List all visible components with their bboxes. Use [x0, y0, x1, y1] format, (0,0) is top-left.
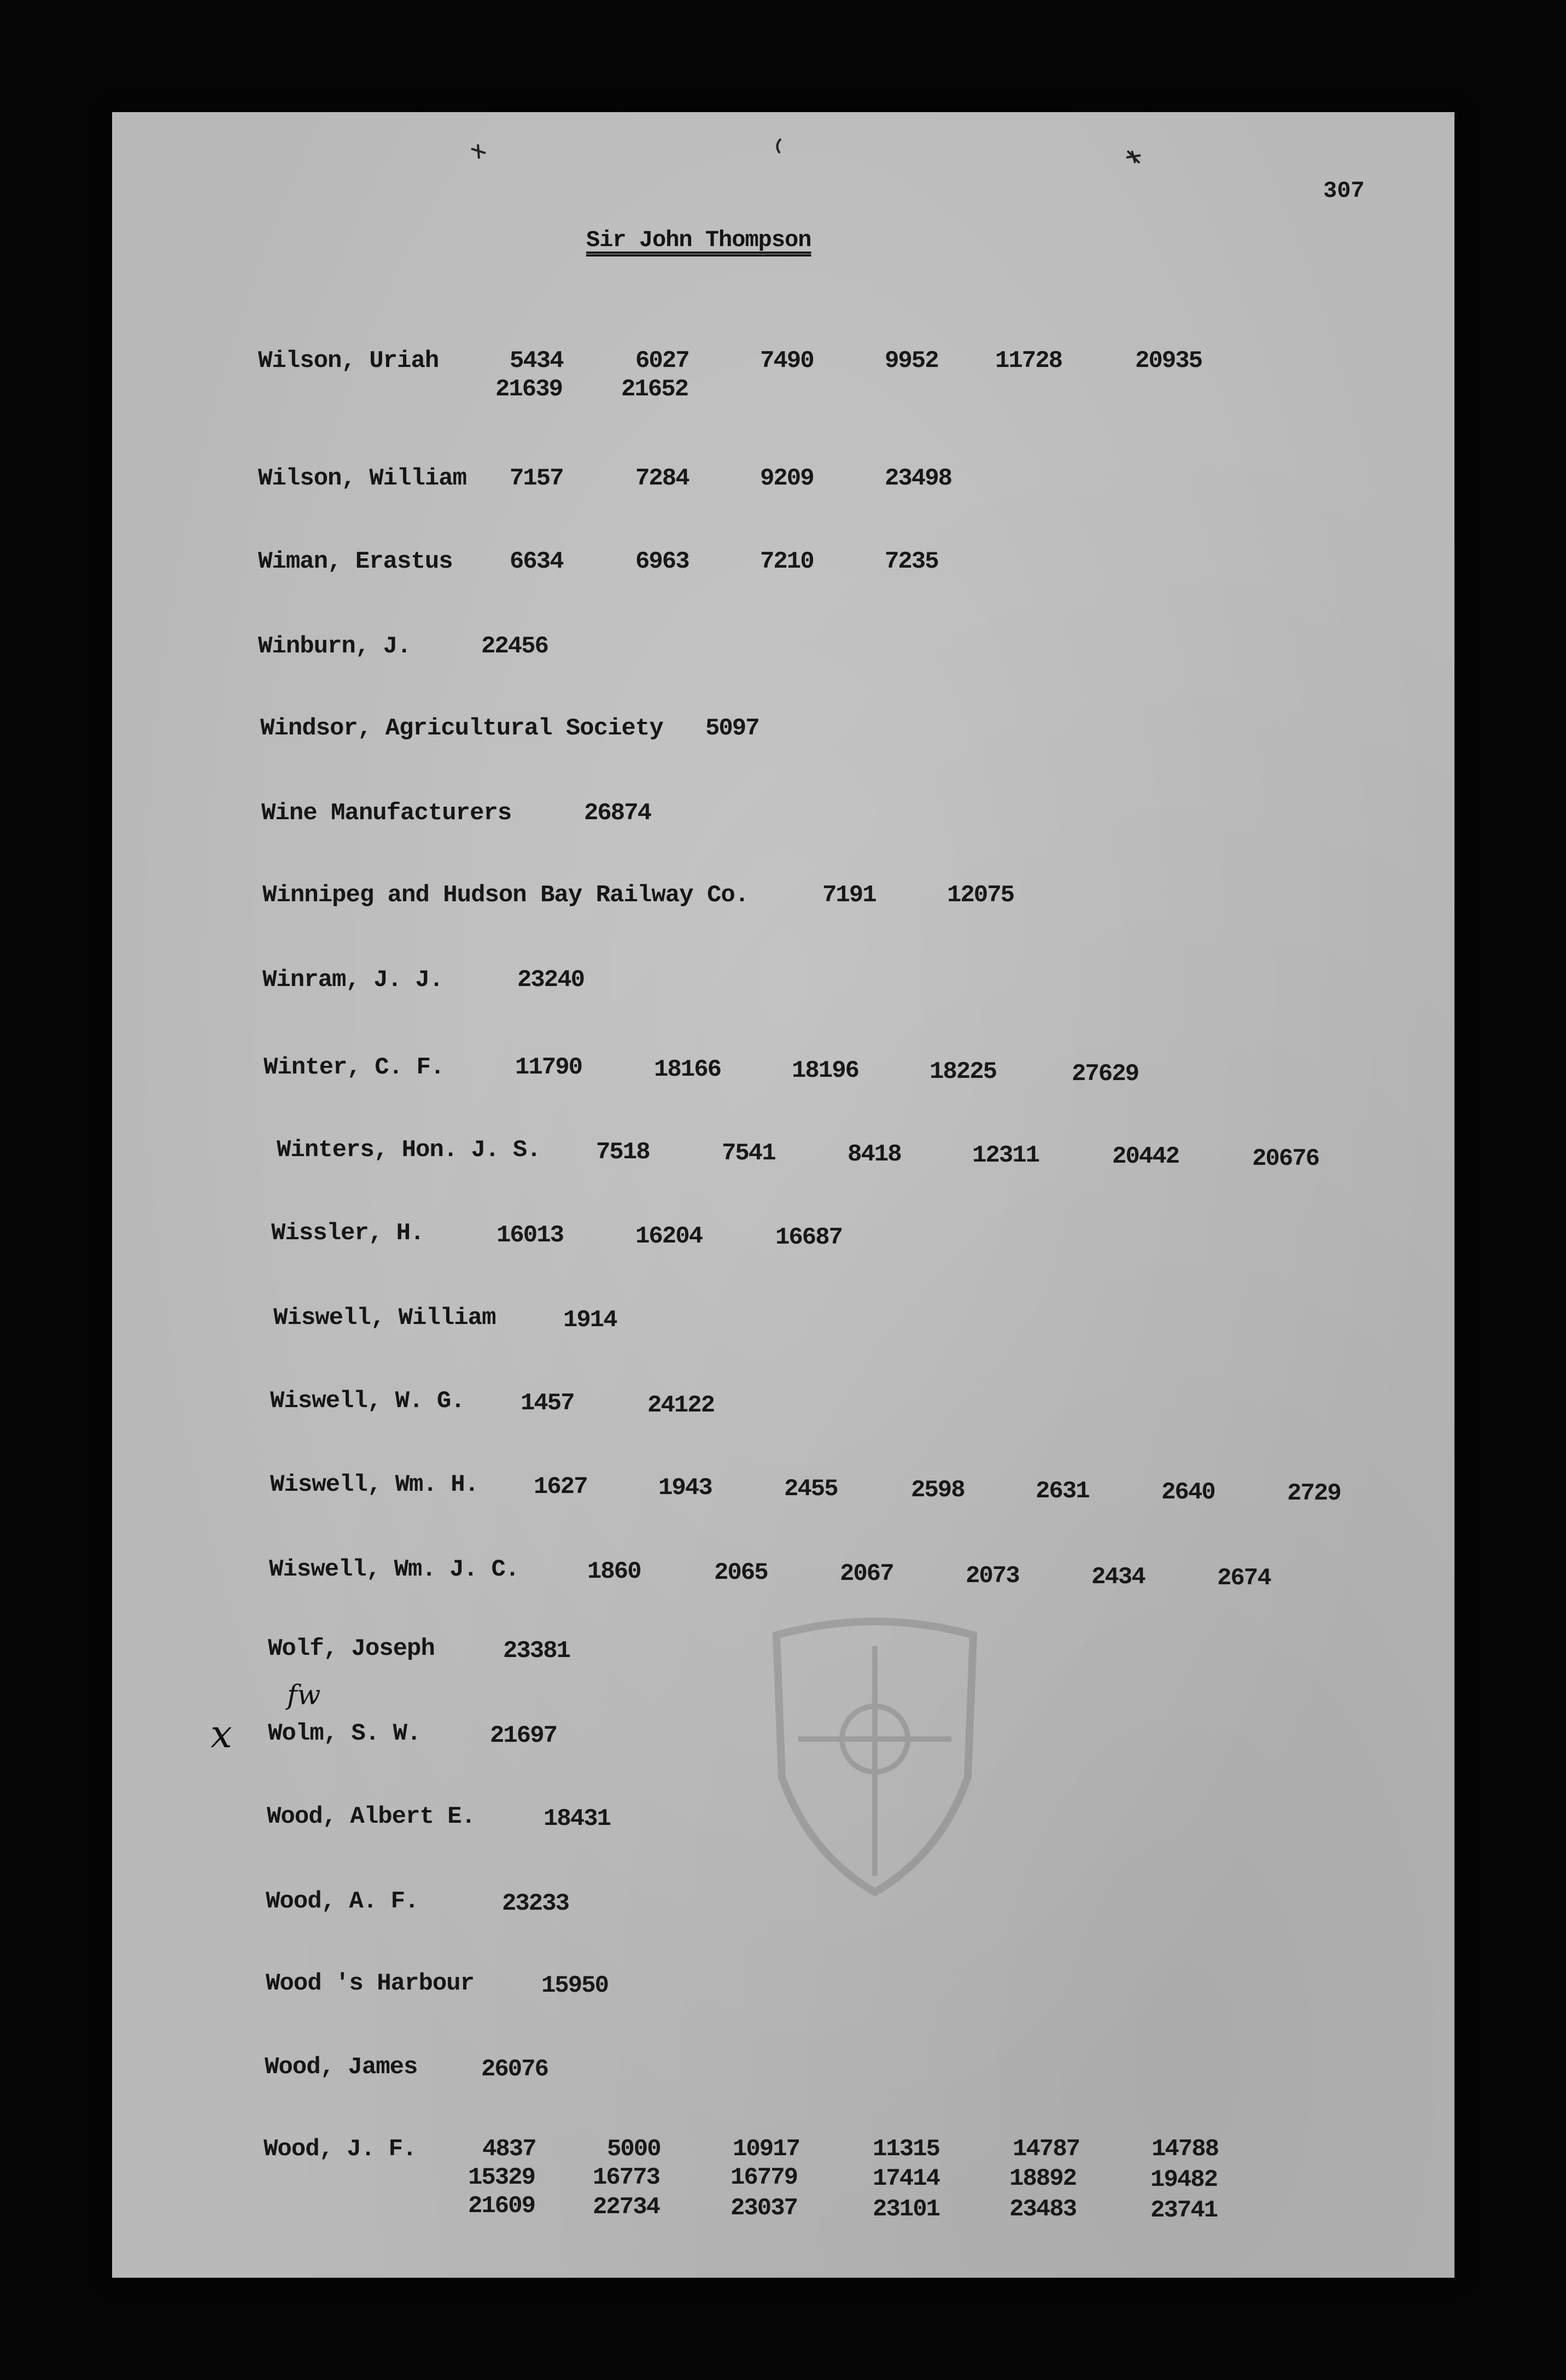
ref-number: 23741 [1150, 2197, 1218, 2224]
ref-number: 26076 [481, 2056, 548, 2083]
handwritten-annotation: fw [287, 1679, 321, 1711]
entry-name: Wine Manufacturers [261, 800, 512, 827]
entry-name: Wood 's Harbour [266, 1970, 475, 1997]
entry-name: Winters, Hon. J. S. [277, 1136, 541, 1164]
ref-number: 14788 [1152, 2136, 1219, 2163]
index-entry [0, 465, 1566, 552]
ref-number: 6963 [635, 548, 689, 575]
index-entry [0, 1471, 1566, 1559]
entry-name: Winram, J. J. [262, 966, 443, 994]
entry-name: Wood, A. F. [266, 1888, 419, 1915]
entry-name: Wiswell, Wm. J. C. [269, 1556, 519, 1583]
index-entry [0, 1136, 1566, 1224]
ref-number: 9952 [885, 347, 938, 375]
ref-number: 22456 [481, 633, 548, 660]
ref-number: 2067 [840, 1560, 893, 1588]
ref-number: 11315 [873, 2136, 940, 2163]
ref-number: 1943 [658, 1474, 712, 1502]
ref-number: 2434 [1091, 1564, 1145, 1591]
ref-number: 27629 [1072, 1060, 1139, 1088]
pin-mark-icon [771, 138, 787, 154]
index-entry [0, 1387, 1566, 1475]
ref-number: 7157 [510, 465, 563, 492]
ref-number: 21697 [490, 1722, 557, 1749]
ref-number: 5434 [510, 347, 563, 375]
entry-name: Wiswell, William [273, 1304, 496, 1332]
ref-number: 5097 [705, 715, 759, 742]
entry-name: Winburn, J. [258, 633, 411, 660]
ref-number: 17414 [873, 2165, 940, 2192]
ref-number: 12075 [947, 882, 1014, 909]
pin-mark-icon [470, 143, 487, 160]
ref-number: 23101 [873, 2196, 940, 2223]
ref-number: 23498 [885, 465, 952, 492]
entry-name: Wilson, Uriah [258, 347, 439, 375]
ref-number: 2455 [784, 1475, 838, 1503]
ref-number: 1457 [521, 1390, 574, 1417]
index-entry [0, 1720, 1566, 1807]
index-entry [0, 1803, 1566, 1891]
entry-name: Winnipeg and Hudson Bay Railway Co. [262, 882, 749, 909]
page-title: Sir John Thompson [586, 227, 811, 253]
ref-number: 22734 [593, 2194, 660, 2221]
ref-number: 23233 [502, 1890, 569, 1917]
entry-name: Windsor, Agricultural Society [260, 715, 663, 742]
entry-name: Wolf, Joseph [268, 1635, 435, 1662]
ref-number: 8418 [848, 1141, 901, 1168]
entry-name: Wood, Albert E. [267, 1803, 476, 1830]
ref-number: 18431 [544, 1805, 611, 1833]
ref-number: 7284 [635, 465, 689, 492]
index-entry [0, 1888, 1566, 1975]
ref-number: 2674 [1217, 1565, 1271, 1592]
ref-number: 1627 [534, 1473, 587, 1501]
ref-number: 2598 [911, 1477, 965, 1504]
ref-number: 18166 [654, 1056, 721, 1083]
ref-number: 16779 [731, 2164, 798, 2191]
ref-number: 4837 [482, 2136, 536, 2163]
entry-name: Wilson, William [258, 465, 467, 492]
ref-number: 14787 [1013, 2136, 1080, 2163]
entry-name: Wiman, Erastus [258, 548, 453, 575]
ref-number: 18892 [1009, 2165, 1077, 2192]
ref-number: 23381 [503, 1637, 570, 1665]
index-entry [0, 1220, 1566, 1307]
ref-number: 10917 [733, 2136, 800, 2163]
index-entry [0, 347, 1566, 435]
ref-number: 16204 [635, 1223, 703, 1250]
ref-number: 20935 [1135, 347, 1202, 375]
ref-number: 2729 [1287, 1480, 1341, 1507]
ref-number: 16773 [593, 2164, 660, 2191]
ref-number: 16013 [496, 1222, 564, 1249]
index-entry [0, 882, 1566, 969]
ref-number: 2065 [714, 1559, 768, 1586]
index-entry [0, 966, 1566, 1054]
ref-number: 6027 [635, 347, 689, 375]
index-entry [0, 1970, 1566, 2057]
ref-number: 5000 [607, 2136, 661, 2163]
index-entry [0, 1304, 1566, 1392]
index-entry [0, 1556, 1566, 1643]
index-entry [0, 715, 1566, 802]
ref-number: 23037 [731, 2195, 798, 2222]
index-entry [0, 2136, 1566, 2245]
ref-number: 23240 [517, 966, 585, 994]
index-entry [0, 800, 1566, 887]
entry-name: Wiswell, W. G. [270, 1387, 465, 1415]
ref-number: 1860 [587, 1558, 641, 1585]
ref-number: 20442 [1112, 1143, 1179, 1170]
ref-number: 16687 [775, 1224, 843, 1251]
ref-number: 1914 [563, 1306, 617, 1334]
entry-name: Wood, James [265, 2054, 418, 2081]
ref-number: 15950 [541, 1972, 609, 1999]
ref-number: 24122 [647, 1392, 715, 1419]
ref-number: 9209 [760, 465, 814, 492]
ref-number: 19482 [1150, 2166, 1218, 2194]
ref-number: 7518 [596, 1139, 650, 1166]
entry-name: Wissler, H. [271, 1220, 424, 1247]
ref-number: 11728 [995, 347, 1062, 375]
pin-mark-icon [1125, 149, 1142, 165]
entry-name: Wiswell, Wm. H. [270, 1471, 479, 1498]
ref-number: 11790 [515, 1054, 582, 1081]
ref-number: 7210 [760, 548, 814, 575]
entry-name: Wolm, S. W. [268, 1720, 421, 1747]
ref-number: 6634 [510, 548, 563, 575]
index-entry [0, 2054, 1566, 2141]
ref-number: 18225 [930, 1058, 997, 1086]
ref-number: 7490 [760, 347, 814, 375]
page-number: 307 [1323, 178, 1365, 204]
ref-number: 7541 [722, 1140, 775, 1167]
entry-name: Wood, J. F. [264, 2136, 417, 2163]
ref-number: 21652 [621, 376, 688, 403]
index-entry [0, 1635, 1566, 1723]
ref-number: 21609 [468, 2192, 535, 2220]
ref-number: 21639 [495, 376, 563, 403]
entry-name: Winter, C. F. [264, 1054, 445, 1081]
index-entry [0, 1054, 1566, 1141]
ref-number: 12311 [972, 1142, 1039, 1169]
ref-number: 18196 [792, 1057, 859, 1084]
index-entry [0, 548, 1566, 635]
ref-number: 2073 [966, 1562, 1019, 1590]
index-entry [0, 633, 1566, 720]
ref-number: 7191 [822, 882, 876, 909]
ref-number: 15329 [468, 2164, 535, 2191]
ref-number: 2640 [1161, 1479, 1215, 1506]
ref-number: 23483 [1009, 2196, 1077, 2223]
ref-number: 7235 [885, 548, 938, 575]
ref-number: 26874 [584, 800, 651, 827]
ref-number: 20676 [1252, 1145, 1319, 1172]
cross-mark-annotation: x [211, 1712, 232, 1757]
ref-number: 2631 [1036, 1478, 1089, 1505]
